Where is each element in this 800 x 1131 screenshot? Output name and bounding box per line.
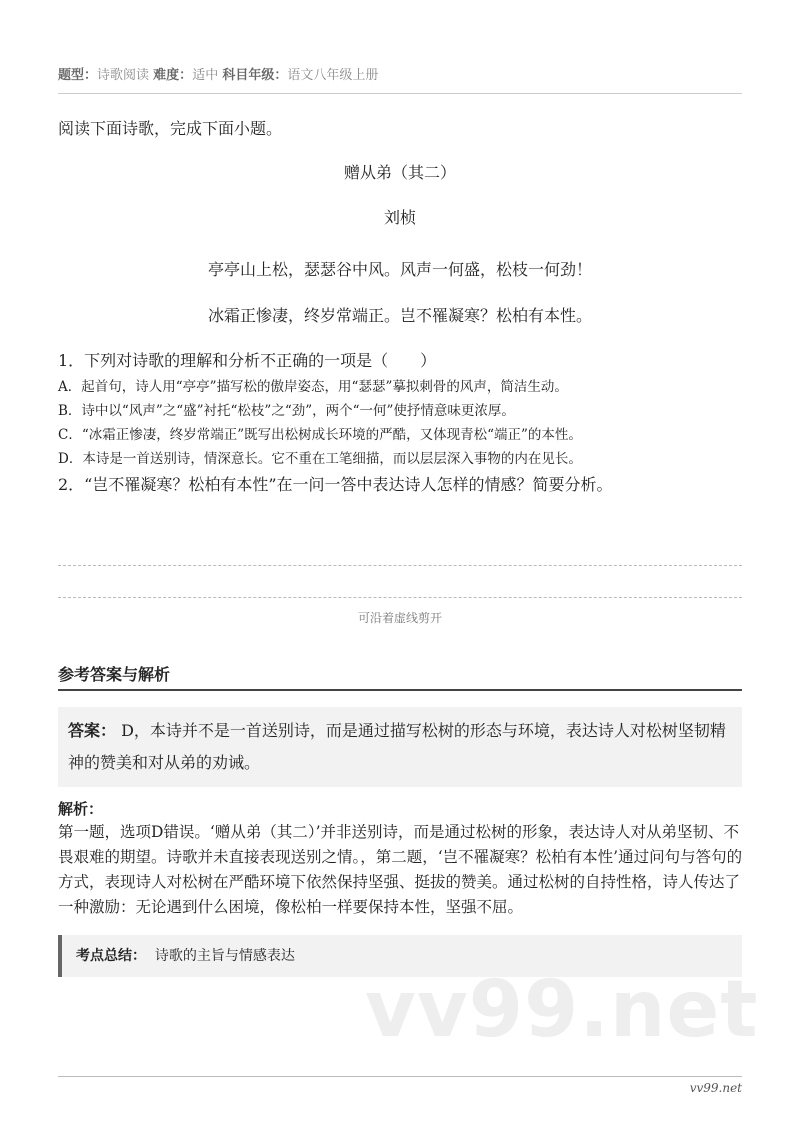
question-meta — [58, 64, 378, 83]
watermark: vv99.net — [365, 965, 759, 1055]
option-a: A．起首句，诗人用“亭亭”描写松的傲岸姿态，用“瑟瑟”摹拟刺骨的风声，简洁生动。 — [58, 379, 568, 395]
grade-value: 语文八年级上册 — [287, 68, 379, 83]
answer-text: D，本诗并不是一首送别诗，而是通过描写松树的形态与环境，表达诗人对松树坚韧精神的赞美和对从弟的劝诫。 — [68, 721, 726, 772]
type-label: 题型： — [58, 68, 98, 83]
difficulty-value: 适中 — [192, 68, 219, 83]
section-title: 参考答案与解析 — [58, 665, 171, 684]
header-divider — [58, 93, 742, 94]
question-2: 2．“岂不罹凝寒？松柏有本性”在一问一答中表达诗人怎样的情感？简要分析。 — [58, 475, 613, 494]
poem-author: 刘桢 — [383, 208, 416, 227]
cut-hint: 可沿着虚线剪开 — [357, 611, 442, 625]
section-divider — [58, 689, 742, 691]
answer-line — [58, 565, 742, 566]
analysis-label: 解析： — [58, 800, 104, 818]
poem-line: 冰霜正惨凄，终岁常端正。岂不罹凝寒？松柏有本性。 — [207, 306, 592, 325]
footer-divider — [58, 1076, 742, 1077]
instructions: 阅读下面诗歌，完成下面小题。 — [58, 119, 283, 138]
option-b: B．诗中以“风声”之“盛”衬托“松枝”之“劲”，两个“一何”使抒情意味更浓厚。 — [58, 403, 515, 419]
summary-label: 考点总结： — [76, 948, 146, 964]
cut-line — [58, 597, 742, 598]
difficulty-label: 难度： — [153, 68, 193, 83]
analysis-text: 第一题，选项D错误。‘赠从弟（其二）’并非送别诗，而是通过松树的形象，表达诗人对从弟坚韧、不畏艰难的期望。诗歌并未直接表现送别之情。，第二题，‘岂不罹凝寒？松柏有本性’通过问句与答句的方式，表现诗人对松树在严酷环境下依然保持坚强、挺拔的赞美。通过松树的自持性格，诗人传达了一种激励：无论遇到什么困境，像松柏一样要保持本性，坚强不屈。 — [58, 823, 743, 916]
answer-box — [58, 707, 742, 787]
grade-label: 科目年级： — [222, 68, 288, 83]
question-1: 1．下列对诗歌的理解和分析不正确的一项是（ ） — [58, 351, 437, 370]
option-c: C．“冰霜正惨凄，终岁常端正”既写出松树成长环境的严酷，又体现青松“端正”的本性。 — [58, 427, 582, 443]
footer-site: vv99.net — [689, 1081, 742, 1095]
poem-title: 赠从弟（其二） — [343, 163, 456, 182]
option-d: D．本诗是一首送别诗，情深意长。它不重在工笔细描，而以层层深入事物的内在见长。 — [58, 451, 582, 467]
type-value: 诗歌阅读 — [97, 68, 150, 83]
poem-line: 亭亭山上松，瑟瑟谷中风。风声一何盛，松枝一何劲！ — [207, 260, 592, 279]
answer-label: 答案： — [68, 721, 117, 740]
summary-text: 诗歌的主旨与情感表达 — [154, 948, 295, 964]
